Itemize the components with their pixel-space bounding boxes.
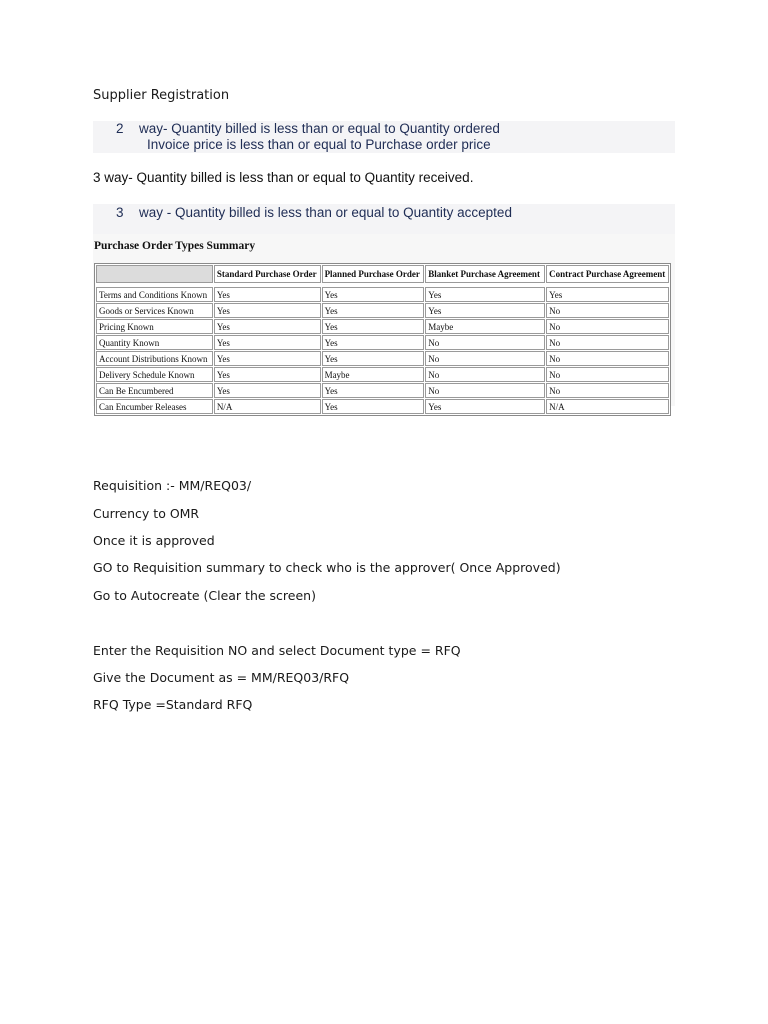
table-row (96, 335, 669, 350)
po-types-summary-image (93, 234, 675, 412)
table-cell: Yes (214, 335, 321, 350)
table-cell: No (425, 335, 545, 350)
table-row (96, 303, 669, 318)
po-types-summary-title: Purchase Order Types Summary (94, 240, 256, 252)
table-cell: Yes (425, 303, 545, 318)
step-requisition-number: Requisition :- MM/REQ03/ (93, 478, 252, 493)
table-header-cell: Contract Purchase Agreement (546, 265, 669, 283)
step-enter-requisition: Enter the Requisition NO and select Document type = RFQ (93, 643, 461, 658)
table-cell: Yes (322, 399, 425, 414)
table-header-row (96, 265, 669, 283)
table-cell: Yes (322, 319, 425, 334)
table-cell: Yes (214, 287, 321, 302)
three-way-accepted-block (93, 204, 675, 234)
table-cell: Account Distributions Known (96, 351, 213, 366)
step-document-name: Give the Document as = MM/REQ03/RFQ (93, 670, 350, 685)
table-cell: Yes (322, 287, 425, 302)
table-cell: No (546, 335, 669, 350)
table-cell: No (546, 351, 669, 366)
table-cell: Terms and Conditions Known (96, 287, 213, 302)
table-row (96, 287, 669, 302)
table-cell: N/A (214, 399, 321, 414)
two-way-number: 2 (116, 121, 124, 136)
table-cell: Yes (322, 303, 425, 318)
table-cell: Yes (214, 383, 321, 398)
table-cell: Yes (425, 399, 545, 414)
table-header-cell: Standard Purchase Order (214, 265, 321, 283)
table-cell: Maybe (322, 367, 425, 382)
table-cell: Yes (214, 303, 321, 318)
table-cell: No (425, 367, 545, 382)
table-cell: No (546, 367, 669, 382)
table-cell: No (425, 383, 545, 398)
table-cell: Yes (425, 287, 545, 302)
step-requisition-summary: GO to Requisition summary to check who is the approver( Once Approved) (93, 560, 561, 575)
table-cell: Maybe (425, 319, 545, 334)
table-cell: No (425, 351, 545, 366)
step-rfq-type: RFQ Type =Standard RFQ (93, 697, 253, 712)
table-row (96, 351, 669, 366)
table-cell: Yes (322, 383, 425, 398)
table-cell: Yes (322, 335, 425, 350)
two-way-line-2: Invoice price is less than or equal to Purchase order price (147, 137, 491, 152)
table-cell: Yes (322, 351, 425, 366)
table-cell: Can Be Encumbered (96, 383, 213, 398)
table-cell: Yes (214, 351, 321, 366)
table-cell: Yes (214, 319, 321, 334)
document-title: Supplier Registration (93, 88, 230, 103)
two-way-line-1: way- Quantity billed is less than or equal to Quantity ordered (139, 121, 500, 136)
table-cell: Yes (214, 367, 321, 382)
table-header-cell: Blanket Purchase Agreement (425, 265, 545, 283)
three-way-number: 3 (116, 205, 124, 220)
two-way-match-block (93, 121, 675, 153)
table-row (96, 399, 669, 414)
table-header-cell: Planned Purchase Order (322, 265, 425, 283)
table-cell: Goods or Services Known (96, 303, 213, 318)
step-currency: Currency to OMR (93, 506, 200, 521)
table-header-cell (96, 265, 213, 283)
three-way-accepted-text: way - Quantity billed is less than or equal to Quantity accepted (139, 205, 512, 220)
three-way-received-text: 3 way- Quantity billed is less than or equal to Quantity received. (93, 170, 474, 185)
table-cell: Delivery Schedule Known (96, 367, 213, 382)
po-types-summary-table (94, 263, 671, 416)
table-row (96, 319, 669, 334)
table-cell: Quantity Known (96, 335, 213, 350)
table-cell: No (546, 303, 669, 318)
table-cell: Yes (546, 287, 669, 302)
table-row (96, 367, 669, 382)
table-cell: No (546, 319, 669, 334)
table-row (96, 383, 669, 398)
table-cell: N/A (546, 399, 669, 414)
table-cell: No (546, 383, 669, 398)
step-approved: Once it is approved (93, 533, 215, 548)
step-autocreate: Go to Autocreate (Clear the screen) (93, 588, 316, 603)
table-cell: Pricing Known (96, 319, 213, 334)
table-cell: Can Encumber Releases (96, 399, 213, 414)
